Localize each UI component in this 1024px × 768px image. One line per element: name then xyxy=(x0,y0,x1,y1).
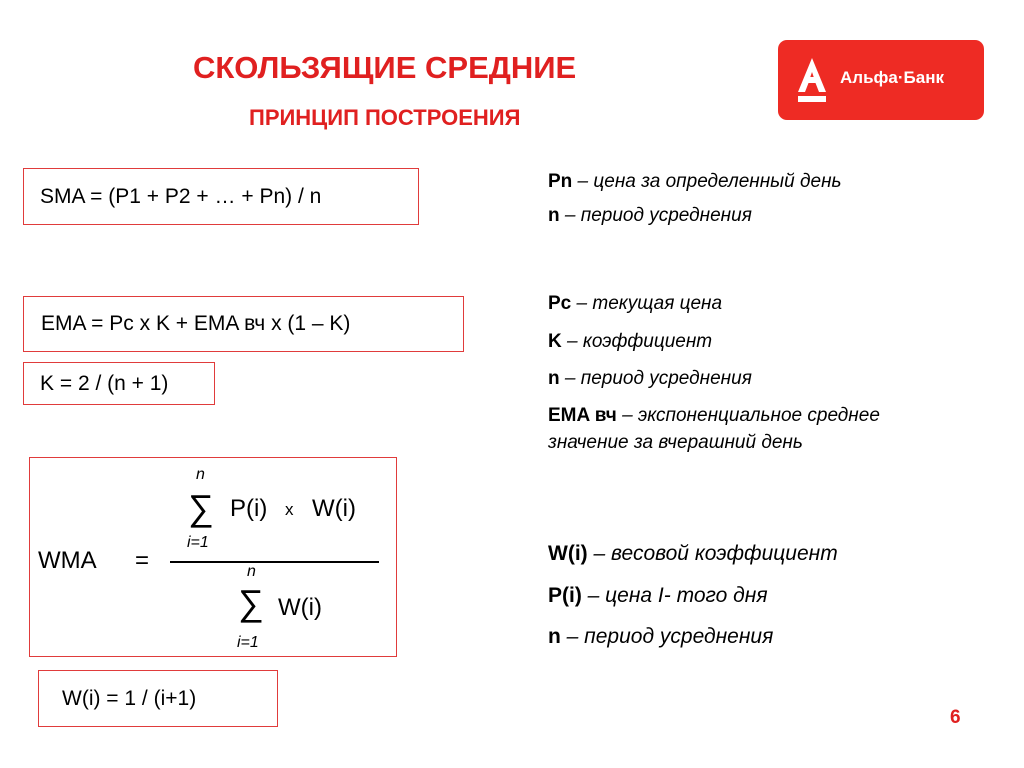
k-formula-box: K = 2 / (n + 1) xyxy=(23,362,215,405)
wma-label: WMA xyxy=(38,547,97,574)
wma-num-sigma-icon: ∑ xyxy=(188,487,214,528)
wma-num-times: x xyxy=(285,500,294,519)
def-line: n – период усреднения xyxy=(548,368,752,389)
wma-den-sum-upper: n xyxy=(247,563,256,580)
wma-num-weight: W(i) xyxy=(312,495,356,522)
def-line: Pn – цена за определенный день xyxy=(548,171,842,192)
def-line: EMA вч – экспоненциальное среднее xyxy=(548,405,880,426)
def-line: K – коэффициент xyxy=(548,331,713,352)
def-line: P(i) – цена I- того дня xyxy=(548,584,768,607)
def-line: значение за вчерашний день xyxy=(548,432,803,453)
sma-formula-box: SMA = (P1 + P2 + … + Pn) / n xyxy=(23,168,419,225)
wma-num-sum-upper: n xyxy=(196,466,205,483)
slide-title: СКОЛЬЗЯЩИЕ СРЕДНИЕ xyxy=(193,50,577,85)
wma-num-price: P(i) xyxy=(230,495,268,522)
def-line: W(i) – весовой коэффициент xyxy=(548,542,838,565)
logo-text: Альфа·Банк xyxy=(840,68,944,87)
slide-subtitle: ПРИНЦИП ПОСТРОЕНИЯ xyxy=(249,105,521,130)
def-line: n – период усреднения xyxy=(548,205,752,226)
wma-den-sum-lower: i=1 xyxy=(237,634,259,651)
wma-den-sigma-icon: ∑ xyxy=(238,582,264,623)
ema-formula-box: EMA = Pc x K + EMA вч x (1 – K) xyxy=(23,296,464,352)
alfa-a-logo-icon xyxy=(792,54,832,106)
wma-fraction-line xyxy=(170,561,379,563)
wi-formula-box: W(i) = 1 / (i+1) xyxy=(38,670,278,727)
wma-num-sum-lower: i=1 xyxy=(187,534,209,551)
page-number: 6 xyxy=(950,707,961,728)
def-line: n – период усреднения xyxy=(548,625,774,648)
wma-equals: = xyxy=(135,547,150,574)
wma-den-weight: W(i) xyxy=(278,594,322,621)
alfa-bank-logo xyxy=(778,40,984,120)
def-line: Pc – текущая цена xyxy=(548,293,723,314)
